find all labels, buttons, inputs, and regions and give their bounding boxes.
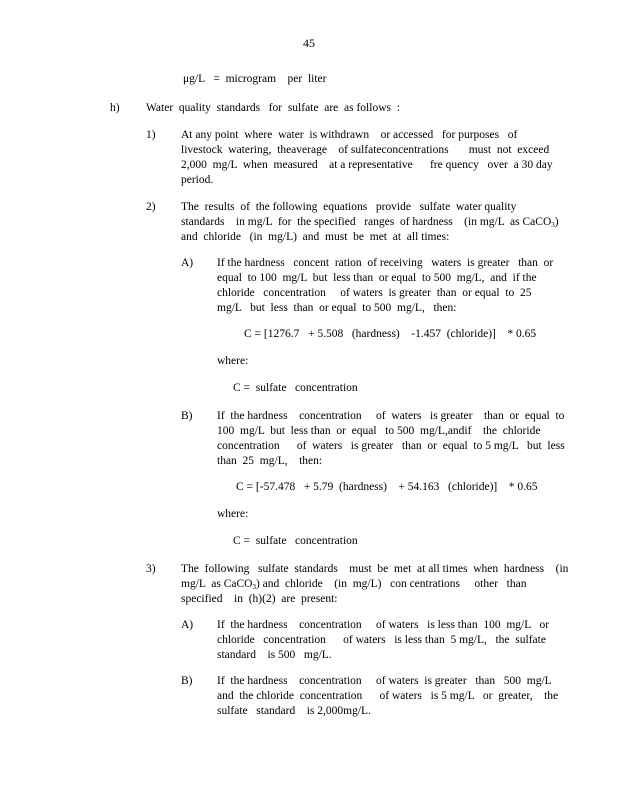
paragraph-line: standards in mg/L for the specified ranges of hardness (in mg/L as CaCO$_3$): [181, 216, 559, 229]
paragraph-line: At any point where water is withdrawn or accessed for purposes of: [181, 129, 518, 141]
paragraph-line: 2,000 mg/L when measured at a representative fre quency over a 30 day: [181, 159, 553, 171]
paragraph-line: If the hardness concentration of waters is less than 100 mg/L or: [217, 619, 550, 631]
paragraph-line: concentration of waters is greater than or equal to 5 mg/L but less: [217, 440, 565, 452]
paragraph-line: and the chloride concentration of waters is 5 mg/L or greater, the: [217, 690, 559, 702]
subitem-letter: B): [181, 675, 193, 687]
item-number: 1): [146, 129, 156, 141]
equation: C = [1276.7 + 5.508 (hardness) -1.457 (chloride)] * 0.65: [244, 328, 537, 340]
paragraph-line: livestock watering, theaverage of sulfateconcentrations must not exceed: [181, 144, 550, 156]
where-label: where:: [217, 355, 249, 367]
paragraph-line: sulfate standard is 2,000mg/L.: [217, 705, 371, 717]
subscript: 3: [551, 221, 555, 229]
paragraph-line: The following sulfate standards must be met at all times when hardness (in: [181, 563, 569, 575]
paragraph-line: mg/L but less than or equal to 500 mg/L, then:: [217, 302, 457, 314]
subitem-letter: A): [181, 619, 194, 631]
paragraph-line: If the hardness concentration of waters is greater than or equal to: [217, 410, 565, 422]
item-number: 2): [146, 201, 156, 213]
paragraph-line: The results of the following equations provide sulfate water quality: [181, 201, 517, 213]
section-label: h): [110, 102, 120, 114]
equation: C = [-57.478 + 5.79 (hardness) + 54.163 (chloride)] * 0.65: [236, 481, 538, 493]
item-number: 3): [146, 563, 156, 575]
paragraph-line: If the hardness concent ration of receiving waters is greater than or: [217, 257, 554, 269]
paragraph-line: than 25 mg/L, then:: [217, 455, 323, 467]
paragraph-line: and chloride (in mg/L) and must be met at all times:: [181, 231, 450, 243]
paragraph-line: chloride concentration of waters is less than 5 mg/L, the sulfate: [217, 634, 546, 646]
paragraph-line: specified in (h)(2) are present:: [181, 593, 338, 605]
variable-definition: C = sulfate concentration: [233, 535, 358, 547]
subitem-letter: A): [181, 257, 194, 269]
paragraph-line: standard is 500 mg/L.: [217, 649, 332, 661]
subitem-letter: B): [181, 410, 193, 422]
variable-definition: C = sulfate concentration: [233, 382, 358, 394]
section-title: Water quality standards for sulfate are as follows :: [146, 102, 400, 114]
paragraph-line: chloride concentration of waters is greater than or equal to 25: [217, 287, 532, 299]
paragraph-line: equal to 100 mg/L but less than or equal to 500 mg/L, and if the: [217, 272, 537, 284]
subscript: 3: [252, 583, 256, 591]
paragraph-line: period.: [181, 174, 214, 186]
page-number: 45: [303, 36, 315, 50]
where-label: where:: [217, 508, 249, 520]
paragraph-line: mg/L as CaCO$_3$) and chloride (in mg/L) con centrations other than: [181, 578, 527, 591]
paragraph-line: 100 mg/L but less than or equal to 500 mg/L,andif the chloride: [217, 425, 541, 437]
unit-definition: μg/L = microgram per liter: [183, 73, 327, 85]
paragraph-line: If the hardness concentration of waters is greater than 500 mg/L: [217, 675, 552, 687]
